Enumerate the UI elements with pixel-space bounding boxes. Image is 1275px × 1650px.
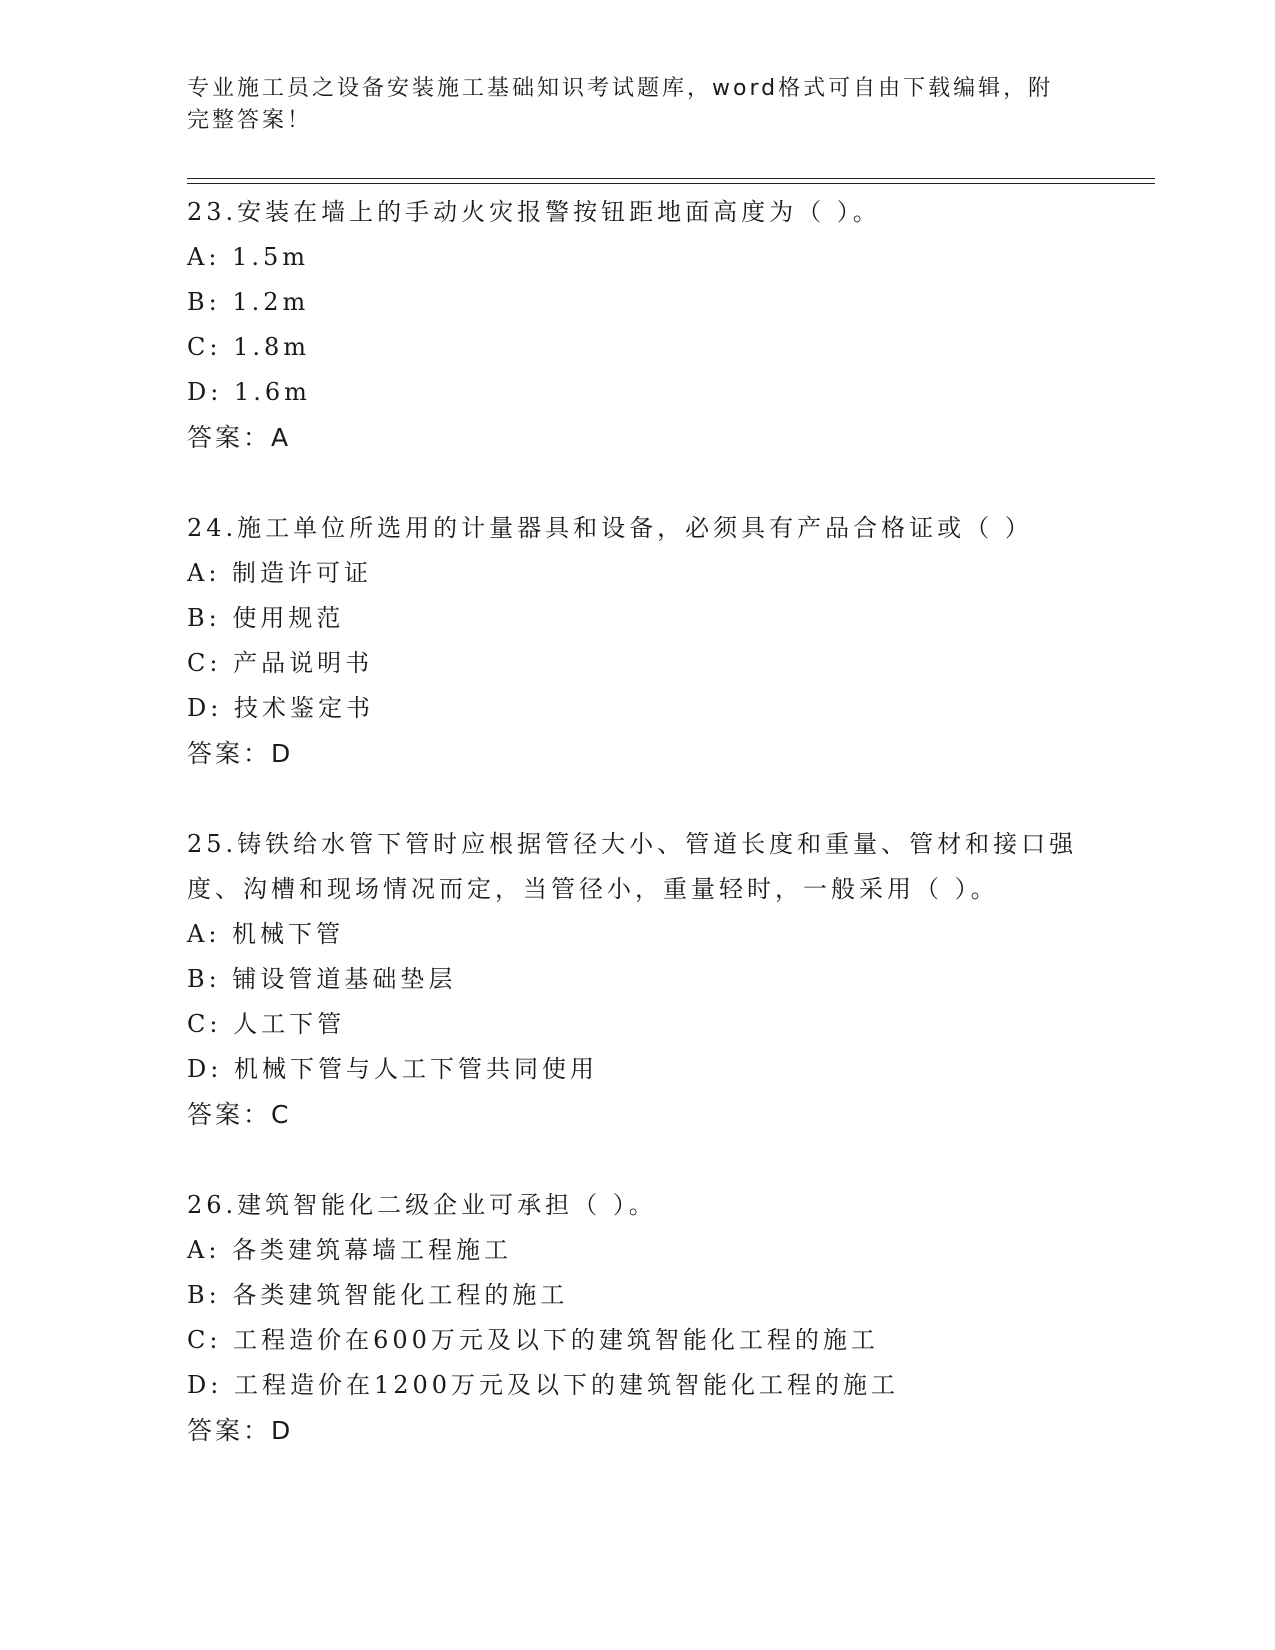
question-25 [187, 822, 1087, 1137]
option-c: C: 人工下管 [187, 1010, 346, 1038]
option-b: B: 各类建筑智能化工程的施工 [187, 1281, 569, 1309]
option-b: B: 铺设管道基础垫层 [187, 965, 457, 993]
option-d: D: 技术鉴定书 [187, 694, 374, 722]
answer-label: 答案：C [187, 1100, 292, 1129]
document-header: 专业施工员之设备安装施工基础知识考试题库，word格式可自由下载编辑，附完整答案！ [187, 76, 1054, 133]
option-c: C: 产品说明书 [187, 649, 374, 677]
header-divider-top [187, 178, 1155, 179]
option-c: C: 1.8m [187, 333, 311, 361]
question-stem: 26.建筑智能化二级企业可承担（ ）。 [187, 1191, 657, 1219]
answer-label: 答案：D [187, 1416, 294, 1445]
question-list [187, 190, 1087, 1499]
option-b: B: 1.2m [187, 288, 310, 316]
answer-label: 答案：D [187, 739, 294, 768]
option-a: A: 机械下管 [187, 920, 345, 948]
header-divider-bottom [187, 183, 1155, 184]
option-a: A: 各类建筑幕墙工程施工 [187, 1236, 513, 1264]
option-d: D: 工程造价在1200万元及以下的建筑智能化工程的施工 [187, 1371, 900, 1399]
question-24 [187, 506, 1087, 776]
option-d: D: 1.6m [187, 378, 311, 406]
option-d: D: 机械下管与人工下管共同使用 [187, 1055, 598, 1083]
option-a: A: 1.5m [187, 243, 309, 271]
answer-label: 答案：A [187, 423, 292, 452]
question-23 [187, 190, 1087, 460]
question-stem: 24.施工单位所选用的计量器具和设备，必须具有产品合格证或（ ） [187, 514, 1033, 542]
option-b: B: 使用规范 [187, 604, 345, 632]
question-stem: 23.安装在墙上的手动火灾报警按钮距地面高度为（ ）。 [187, 198, 881, 226]
question-stem: 25.铸铁给水管下管时应根据管径大小、管道长度和重量、管材和接口强度、沟槽和现场情况而定，当管径小，重量轻时，一般采用（ ）。 [187, 830, 1078, 903]
question-26 [187, 1183, 1087, 1453]
option-a: A: 制造许可证 [187, 559, 373, 587]
option-c: C: 工程造价在600万元及以下的建筑智能化工程的施工 [187, 1326, 879, 1354]
